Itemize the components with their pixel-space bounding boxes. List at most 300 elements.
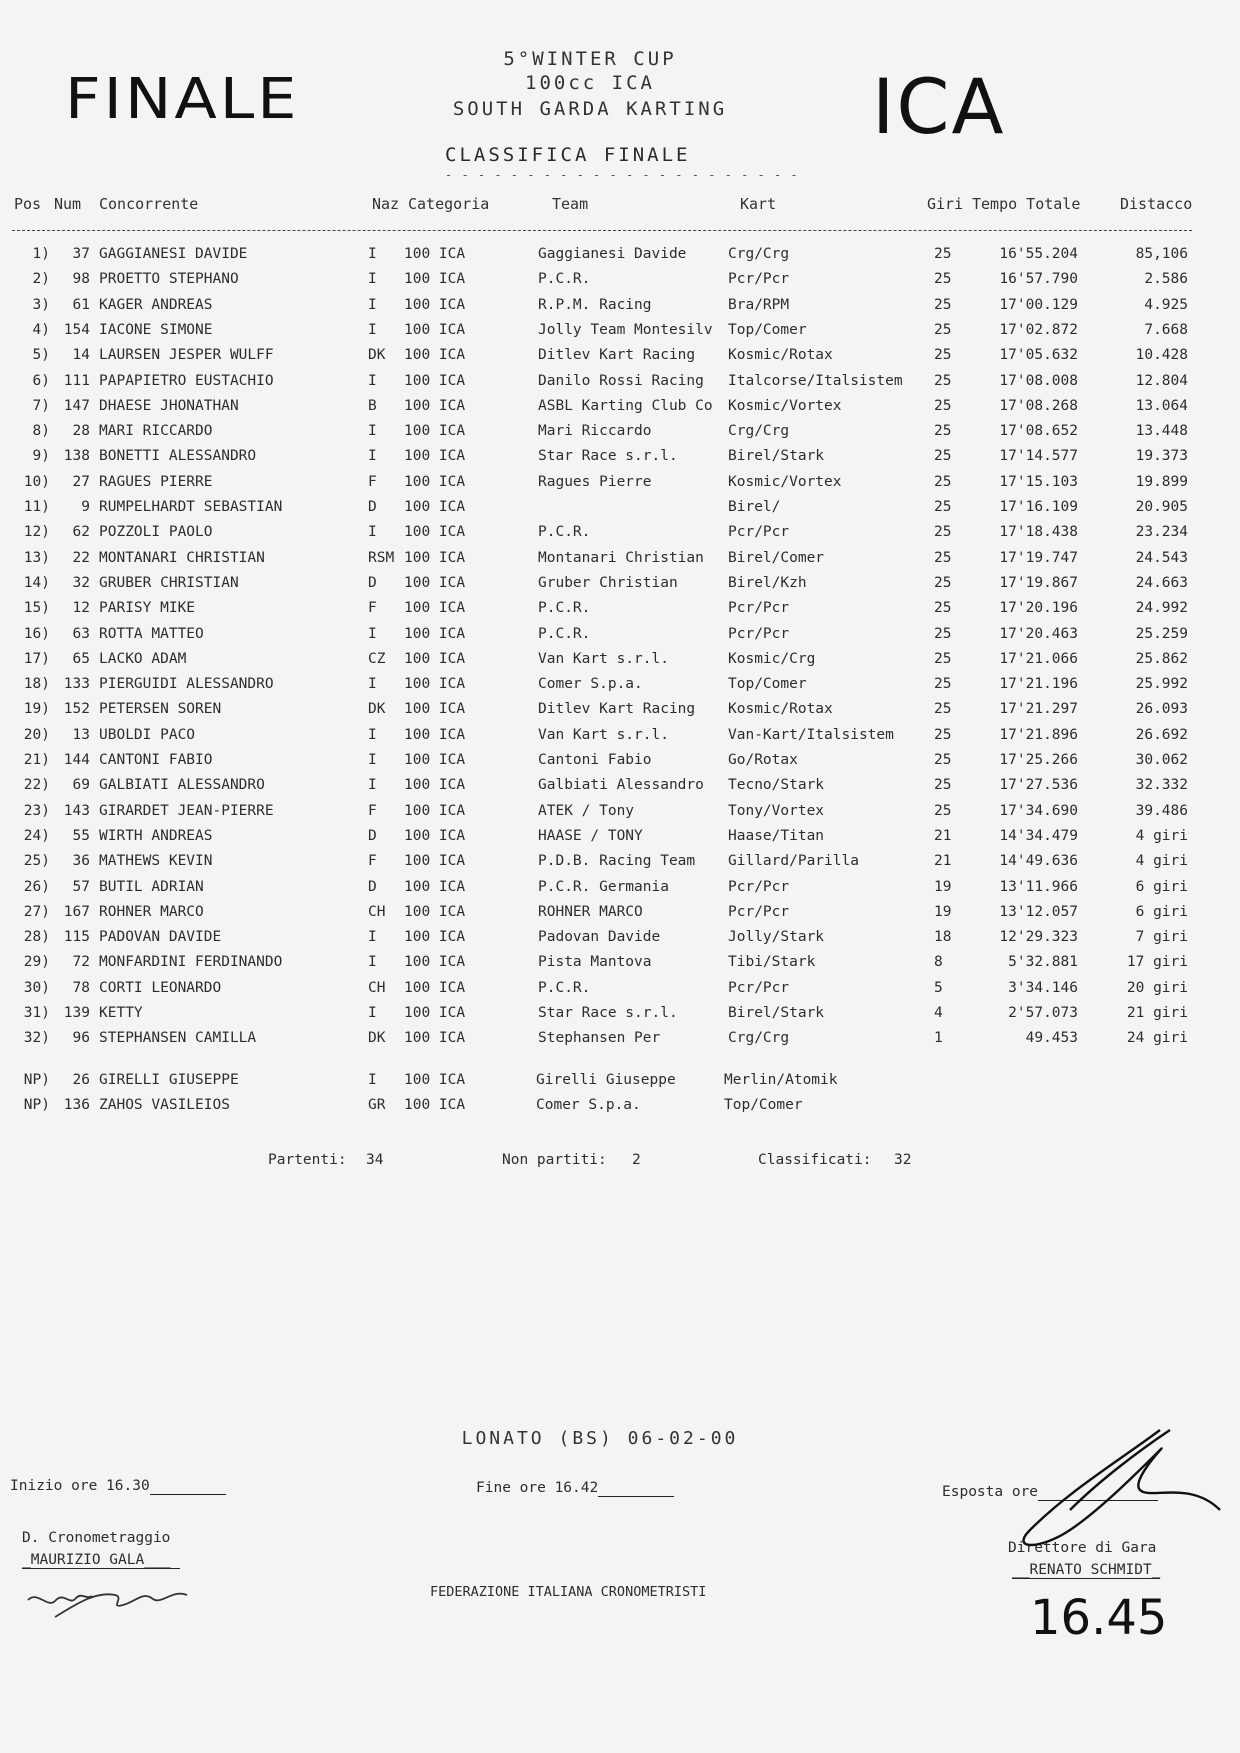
cell-laps: 19 [934, 878, 952, 895]
cell-num: 12 [72, 600, 90, 617]
cell-driver: RUMPELHARDT SEBASTIAN [99, 499, 283, 515]
cell-gap: 32.332 [1135, 777, 1188, 794]
cell-pos: 18) [23, 676, 50, 693]
cell-cat: 100 ICA [404, 296, 466, 313]
cell-laps: 5 [934, 979, 943, 996]
cell-cat: 100 ICA [404, 600, 466, 617]
event-category: 100cc ICA [525, 72, 655, 94]
cell-laps: 25 [934, 777, 952, 794]
cell-driver: CORTI LEONARDO [99, 979, 222, 996]
cell-pos: 1) [32, 246, 50, 262]
cell-time: 16'55.204 [999, 246, 1078, 262]
cell-gap: 39.486 [1135, 802, 1188, 819]
cell-laps: 25 [934, 676, 952, 693]
cell-nat: I [368, 448, 377, 465]
cell-kart: Italcorse/Italsistem [728, 372, 903, 389]
cell-team: Comer S.p.a. [538, 676, 643, 693]
cell-pos: 6) [32, 372, 50, 389]
cell-team: Comer S.p.a. [536, 1097, 641, 1113]
cell-team: Danilo Rossi Racing [538, 372, 704, 389]
cell-num: 147 [63, 397, 90, 414]
cell-nat: GR [368, 1097, 386, 1113]
cell-gap: 25.259 [1135, 625, 1188, 642]
cell-cat: 100 ICA [404, 448, 466, 465]
cell-num: 115 [63, 929, 90, 946]
cell-driver: UBOLDI PACO [99, 726, 196, 743]
summary-started: 34 [366, 1152, 384, 1168]
cell-pos: 8) [32, 423, 50, 440]
cell-pos: 24) [23, 827, 50, 844]
cell-num: 37 [72, 246, 90, 262]
cell-pos: 5) [32, 347, 50, 364]
cell-driver: CANTONI FABIO [99, 752, 213, 768]
cell-cat: 100 ICA [404, 726, 466, 743]
cell-time: 13'11.966 [999, 878, 1078, 895]
cell-nat: RSM [368, 549, 395, 566]
cell-nat: I [368, 676, 377, 693]
cell-cat: 100 ICA [404, 246, 466, 262]
col-pos: Pos [14, 195, 42, 213]
cell-cat: 100 ICA [404, 423, 466, 440]
cell-driver: PIERGUIDI ALESSANDRO [99, 676, 274, 693]
cell-num: 32 [72, 574, 90, 591]
cell-nat: I [368, 246, 377, 262]
cell-time: 17'21.196 [999, 676, 1078, 693]
cell-time: 17'15.103 [999, 473, 1078, 490]
cell-time: 17'08.008 [999, 372, 1078, 389]
cell-driver: PETERSEN SOREN [99, 701, 222, 718]
cell-kart: Birel/Stark [728, 448, 825, 465]
cell-nat: D [368, 499, 377, 515]
cell-cat: 100 ICA [404, 903, 466, 920]
cell-pos: 32) [23, 1030, 50, 1047]
cell-cat: 100 ICA [404, 676, 466, 693]
cell-kart: Crg/Crg [728, 1030, 790, 1047]
cell-kart: Tony/Vortex [728, 802, 825, 819]
cell-time: 17'20.463 [999, 625, 1078, 642]
cell-team: P.C.R. [538, 979, 591, 996]
cell-laps: 25 [934, 752, 952, 768]
cell-gap: 7.668 [1144, 321, 1188, 338]
cell-driver: MARI RICCARDO [99, 423, 213, 440]
cell-pos: NP) [23, 1097, 50, 1113]
cell-laps: 25 [934, 347, 952, 364]
cell-kart: Pcr/Pcr [728, 600, 790, 617]
cell-cat: 100 ICA [404, 372, 466, 389]
cell-team: Montanari Christian [538, 549, 704, 566]
cell-time: 17'05.632 [999, 347, 1078, 364]
cell-num: 138 [63, 448, 90, 465]
cell-laps: 25 [934, 802, 952, 819]
cell-num: 144 [63, 752, 90, 768]
cell-num: 78 [72, 979, 90, 996]
cell-laps: 19 [934, 903, 952, 920]
cell-driver: BUTIL ADRIAN [99, 878, 204, 895]
cell-time: 17'21.896 [999, 726, 1078, 743]
cell-cat: 100 ICA [404, 954, 466, 971]
cell-num: 136 [63, 1097, 90, 1113]
cell-time: 16'57.790 [999, 271, 1078, 288]
cell-kart: Pcr/Pcr [728, 979, 790, 996]
cell-nat: I [368, 1072, 377, 1088]
cell-laps: 25 [934, 574, 952, 591]
cell-gap: 13.064 [1135, 397, 1188, 414]
cell-nat: CH [368, 979, 386, 996]
cell-gap: 23.234 [1135, 524, 1188, 541]
cell-gap: 4 giri [1135, 827, 1188, 844]
cell-time: 17'02.872 [999, 321, 1078, 338]
cell-pos: 21) [23, 752, 50, 768]
cell-time: 17'08.268 [999, 397, 1078, 414]
cell-team: Gruber Christian [538, 574, 678, 591]
cell-gap: 24.663 [1135, 574, 1188, 591]
cell-num: 69 [72, 777, 90, 794]
cell-laps: 25 [934, 499, 952, 515]
cell-pos: 28) [23, 929, 50, 946]
cell-num: 14 [72, 347, 90, 364]
cell-kart: Tecno/Stark [728, 777, 825, 794]
cell-pos: 22) [23, 777, 50, 794]
cell-nat: D [368, 827, 377, 844]
start-time: Inizio ore 16.30 [10, 1478, 226, 1495]
title-underline: - - - - - - - - - - - - - - - - - - - - - - [445, 168, 799, 182]
place-date: LONATO (BS) 06-02-00 [461, 1428, 739, 1449]
cell-time: 17'16.109 [999, 499, 1078, 515]
cell-time: 17'08.652 [999, 423, 1078, 440]
cell-time: 17'18.438 [999, 524, 1078, 541]
cell-num: 26 [72, 1072, 90, 1088]
summary-not-started-label: Non partiti: [502, 1152, 607, 1168]
cell-driver: IACONE SIMONE [99, 321, 213, 338]
cell-laps: 8 [934, 954, 943, 971]
cell-team: Pista Mantova [538, 954, 652, 971]
cell-driver: GRUBER CHRISTIAN [99, 574, 239, 591]
cell-kart: Merlin/Atomik [724, 1072, 838, 1088]
cell-gap: 6 giri [1135, 878, 1188, 895]
cell-team: Stephansen Per [538, 1030, 661, 1047]
cell-cat: 100 ICA [404, 271, 466, 288]
cell-cat: 100 ICA [404, 929, 466, 946]
cell-nat: I [368, 726, 377, 743]
cell-gap: 30.062 [1135, 752, 1188, 768]
cell-num: 143 [63, 802, 90, 819]
cell-pos: 16) [23, 625, 50, 642]
cell-team: ROHNER MARCO [538, 903, 643, 920]
cell-time: 49.453 [1025, 1030, 1078, 1047]
cell-driver: LAURSEN JESPER WULFF [99, 347, 274, 364]
cell-gap: 10.428 [1135, 347, 1188, 364]
cell-driver: GIRARDET JEAN-PIERRE [99, 802, 274, 819]
cell-team: Star Race s.r.l. [538, 448, 678, 465]
cell-laps: 25 [934, 321, 952, 338]
cell-laps: 25 [934, 372, 952, 389]
cell-gap: 12.804 [1135, 372, 1188, 389]
cell-cat: 100 ICA [404, 397, 466, 414]
cell-pos: 17) [23, 650, 50, 667]
cell-time: 17'14.577 [999, 448, 1078, 465]
cell-driver: ZAHOS VASILEIOS [99, 1097, 230, 1113]
handwritten-class: ICA [872, 62, 1006, 151]
handwritten-finale: FINALE [65, 65, 300, 132]
cell-time: 14'49.636 [999, 853, 1078, 870]
cell-cat: 100 ICA [404, 979, 466, 996]
cell-gap: 26.093 [1135, 701, 1188, 718]
cell-driver: DHAESE JHONATHAN [99, 397, 239, 414]
cell-kart: Pcr/Pcr [728, 524, 790, 541]
cell-driver: RAGUES PIERRE [99, 473, 213, 490]
federation-name: FEDERAZIONE ITALIANA CRONOMETRISTI [430, 1584, 707, 1600]
cell-nat: DK [368, 1030, 386, 1047]
cell-pos: 23) [23, 802, 50, 819]
cell-nat: CZ [368, 650, 386, 667]
cell-nat: DK [368, 701, 386, 718]
cell-num: 62 [72, 524, 90, 541]
cell-team: P.C.R. [538, 271, 591, 288]
cell-cat: 100 ICA [404, 777, 466, 794]
cell-num: 111 [63, 372, 90, 389]
summary-classified-label: Classificati: [758, 1152, 872, 1168]
posted-time: Esposta ore [942, 1484, 1158, 1501]
col-gap: Distacco [1120, 195, 1193, 213]
timing-label: D. Cronometraggio [22, 1530, 171, 1546]
end-time: Fine ore 16.42 [476, 1480, 674, 1497]
summary-classified: 32 [894, 1152, 912, 1168]
handwritten-posted-time: 16.45 [1030, 1590, 1168, 1646]
cell-cat: 100 ICA [404, 347, 466, 364]
cell-driver: PROETTO STEPHANO [99, 271, 239, 288]
cell-nat: I [368, 321, 377, 338]
cell-laps: 25 [934, 448, 952, 465]
cell-gap: 4.925 [1144, 296, 1188, 313]
cell-laps: 4 [934, 1005, 943, 1021]
cell-kart: Kosmic/Vortex [728, 397, 842, 414]
cell-num: 28 [72, 423, 90, 440]
cell-cat: 100 ICA [404, 853, 466, 870]
cell-kart: Birel/Stark [728, 1005, 825, 1021]
event-organizer: SOUTH GARDA KARTING [452, 98, 728, 120]
cell-gap: 20.905 [1135, 499, 1188, 515]
cell-laps: 1 [934, 1030, 943, 1047]
cell-num: 152 [63, 701, 90, 718]
timing-name: _MAURIZIO GALA___ [22, 1552, 180, 1569]
cell-num: 57 [72, 878, 90, 895]
cell-team: Van Kart s.r.l. [538, 726, 669, 743]
col-kart: Kart [740, 195, 777, 213]
cell-num: 63 [72, 625, 90, 642]
cell-team: ATEK / Tony [538, 802, 635, 819]
cell-team: ASBL Karting Club Co [538, 397, 713, 414]
cell-nat: I [368, 625, 377, 642]
cell-nat: I [368, 271, 377, 288]
cell-nat: I [368, 423, 377, 440]
cell-driver: MATHEWS KEVIN [99, 853, 213, 870]
director-label: Direttore di Gara [1008, 1540, 1157, 1556]
cell-nat: D [368, 878, 377, 895]
cell-cat: 100 ICA [404, 1097, 466, 1113]
cell-gap: 13.448 [1135, 423, 1188, 440]
cell-laps: 25 [934, 423, 952, 440]
cell-driver: POZZOLI PAOLO [99, 524, 213, 541]
cell-team: R.P.M. Racing [538, 296, 652, 313]
cell-team: Ditlev Kart Racing [538, 347, 696, 364]
cell-num: 61 [72, 296, 90, 313]
cell-time: 17'21.066 [999, 650, 1078, 667]
cell-driver: LACKO ADAM [99, 650, 187, 667]
cell-gap: 21 giri [1126, 1005, 1188, 1021]
cell-kart: Tibi/Stark [728, 954, 816, 971]
cell-kart: Kosmic/Rotax [728, 347, 833, 364]
cell-kart: Top/Comer [728, 676, 807, 693]
cell-kart: Birel/Kzh [728, 574, 807, 591]
cell-cat: 100 ICA [404, 802, 466, 819]
cell-pos: 29) [23, 954, 50, 971]
cell-cat: 100 ICA [404, 321, 466, 338]
cell-kart: Crg/Crg [728, 246, 790, 262]
cell-laps: 25 [934, 726, 952, 743]
cell-cat: 100 ICA [404, 878, 466, 895]
page-title: CLASSIFICA FINALE [445, 144, 691, 166]
cell-gap: 25.992 [1135, 676, 1188, 693]
cell-driver: BONETTI ALESSANDRO [99, 448, 257, 465]
cell-cat: 100 ICA [404, 499, 466, 515]
cell-cat: 100 ICA [404, 473, 466, 490]
cell-nat: I [368, 954, 377, 971]
cell-gap: 24 giri [1126, 1030, 1188, 1047]
cell-cat: 100 ICA [404, 1030, 466, 1047]
cell-team: Jolly Team Montesilv [538, 321, 713, 338]
cell-driver: STEPHANSEN CAMILLA [99, 1030, 257, 1047]
cell-nat: F [368, 600, 377, 617]
cell-pos: 10) [23, 473, 50, 490]
cell-gap: 7 giri [1135, 929, 1188, 946]
cell-nat: I [368, 929, 377, 946]
cell-time: 3'34.146 [1008, 979, 1078, 996]
col-num: Num [54, 195, 82, 213]
col-cat: Categoria [408, 195, 490, 213]
cell-gap: 20 giri [1126, 979, 1188, 996]
cell-time: 12'29.323 [999, 929, 1078, 946]
cell-kart: Pcr/Pcr [728, 625, 790, 642]
cell-nat: B [368, 397, 377, 414]
cell-gap: 25.862 [1135, 650, 1188, 667]
cell-gap: 2.586 [1144, 271, 1188, 288]
col-laps: Giri [927, 195, 964, 213]
cell-gap: 85,106 [1135, 246, 1188, 262]
cell-pos: 19) [23, 701, 50, 718]
cell-num: 154 [63, 321, 90, 338]
cell-laps: 21 [934, 827, 952, 844]
cell-gap: 4 giri [1135, 853, 1188, 870]
cell-driver: GALBIATI ALESSANDRO [99, 777, 265, 794]
cell-pos: 20) [23, 726, 50, 743]
cell-nat: F [368, 853, 377, 870]
cell-time: 2'57.073 [1008, 1005, 1078, 1021]
cell-team: P.C.R. [538, 524, 591, 541]
cell-team: Padovan Davide [538, 929, 661, 946]
cell-driver: WIRTH ANDREAS [99, 827, 213, 844]
cell-laps: 21 [934, 853, 952, 870]
cell-gap: 19.899 [1135, 473, 1188, 490]
cell-pos: 26) [23, 878, 50, 895]
cell-kart: Top/Comer [728, 321, 807, 338]
cell-laps: 25 [934, 246, 952, 262]
cell-time: 17'25.266 [999, 752, 1078, 768]
summary-not-started: 2 [632, 1152, 641, 1168]
director-name: __RENATO SCHMIDT_ [1012, 1562, 1161, 1578]
cell-team: P.C.R. Germania [538, 878, 669, 895]
cell-laps: 25 [934, 271, 952, 288]
cell-gap: 24.543 [1135, 549, 1188, 566]
cell-team: HAASE / TONY [538, 827, 643, 844]
cell-nat: DK [368, 347, 386, 364]
cell-kart: Kosmic/Vortex [728, 473, 842, 490]
cell-pos: 25) [23, 853, 50, 870]
col-time: Tempo Totale [972, 195, 1081, 213]
cell-time: 17'19.867 [999, 574, 1078, 591]
cell-num: 27 [72, 473, 90, 490]
cell-team: P.D.B. Racing Team [538, 853, 696, 870]
cell-nat: I [368, 752, 377, 768]
cell-time: 17'19.747 [999, 549, 1078, 566]
cell-kart: Bra/RPM [728, 296, 790, 313]
cell-driver: ROHNER MARCO [99, 903, 204, 920]
cell-team: Gaggianesi Davide [538, 246, 687, 262]
cell-pos: 3) [32, 296, 50, 313]
cell-kart: Jolly/Stark [728, 929, 825, 946]
cell-kart: Kosmic/Rotax [728, 701, 833, 718]
cell-pos: 13) [23, 549, 50, 566]
cell-gap: 17 giri [1126, 954, 1188, 971]
cell-laps: 25 [934, 625, 952, 642]
cell-num: 55 [72, 827, 90, 844]
cell-nat: I [368, 296, 377, 313]
cell-cat: 100 ICA [404, 1072, 466, 1088]
cell-time: 17'27.536 [999, 777, 1078, 794]
cell-time: 17'21.297 [999, 701, 1078, 718]
col-nat: Naz [372, 195, 400, 213]
cell-num: 133 [63, 676, 90, 693]
cell-kart: Van-Kart/Italsistem [728, 726, 894, 743]
cell-cat: 100 ICA [404, 827, 466, 844]
cell-laps: 25 [934, 473, 952, 490]
cell-time: 17'34.690 [999, 802, 1078, 819]
cell-pos: NP) [23, 1072, 50, 1088]
cell-cat: 100 ICA [404, 625, 466, 642]
cell-kart: Go/Rotax [728, 752, 798, 768]
cell-pos: 30) [23, 979, 50, 996]
cell-num: 96 [72, 1030, 90, 1047]
cell-cat: 100 ICA [404, 524, 466, 541]
cell-time: 5'32.881 [1008, 954, 1078, 971]
cell-laps: 25 [934, 701, 952, 718]
cell-laps: 18 [934, 929, 952, 946]
cell-time: 14'34.479 [999, 827, 1078, 844]
cell-num: 36 [72, 853, 90, 870]
cell-kart: Kosmic/Crg [728, 650, 816, 667]
cell-laps: 25 [934, 549, 952, 566]
cell-pos: 9) [32, 448, 50, 465]
cell-team: Galbiati Alessandro [538, 777, 704, 794]
cell-team: P.C.R. [538, 625, 591, 642]
cell-kart: Crg/Crg [728, 423, 790, 440]
cell-driver: MONTANARI CHRISTIAN [99, 549, 265, 566]
cell-num: 139 [63, 1005, 90, 1021]
cell-laps: 25 [934, 650, 952, 667]
header-divider [12, 230, 1192, 231]
cell-cat: 100 ICA [404, 701, 466, 718]
cell-driver: KAGER ANDREAS [99, 296, 213, 313]
cell-team: Girelli Giuseppe [536, 1072, 676, 1088]
